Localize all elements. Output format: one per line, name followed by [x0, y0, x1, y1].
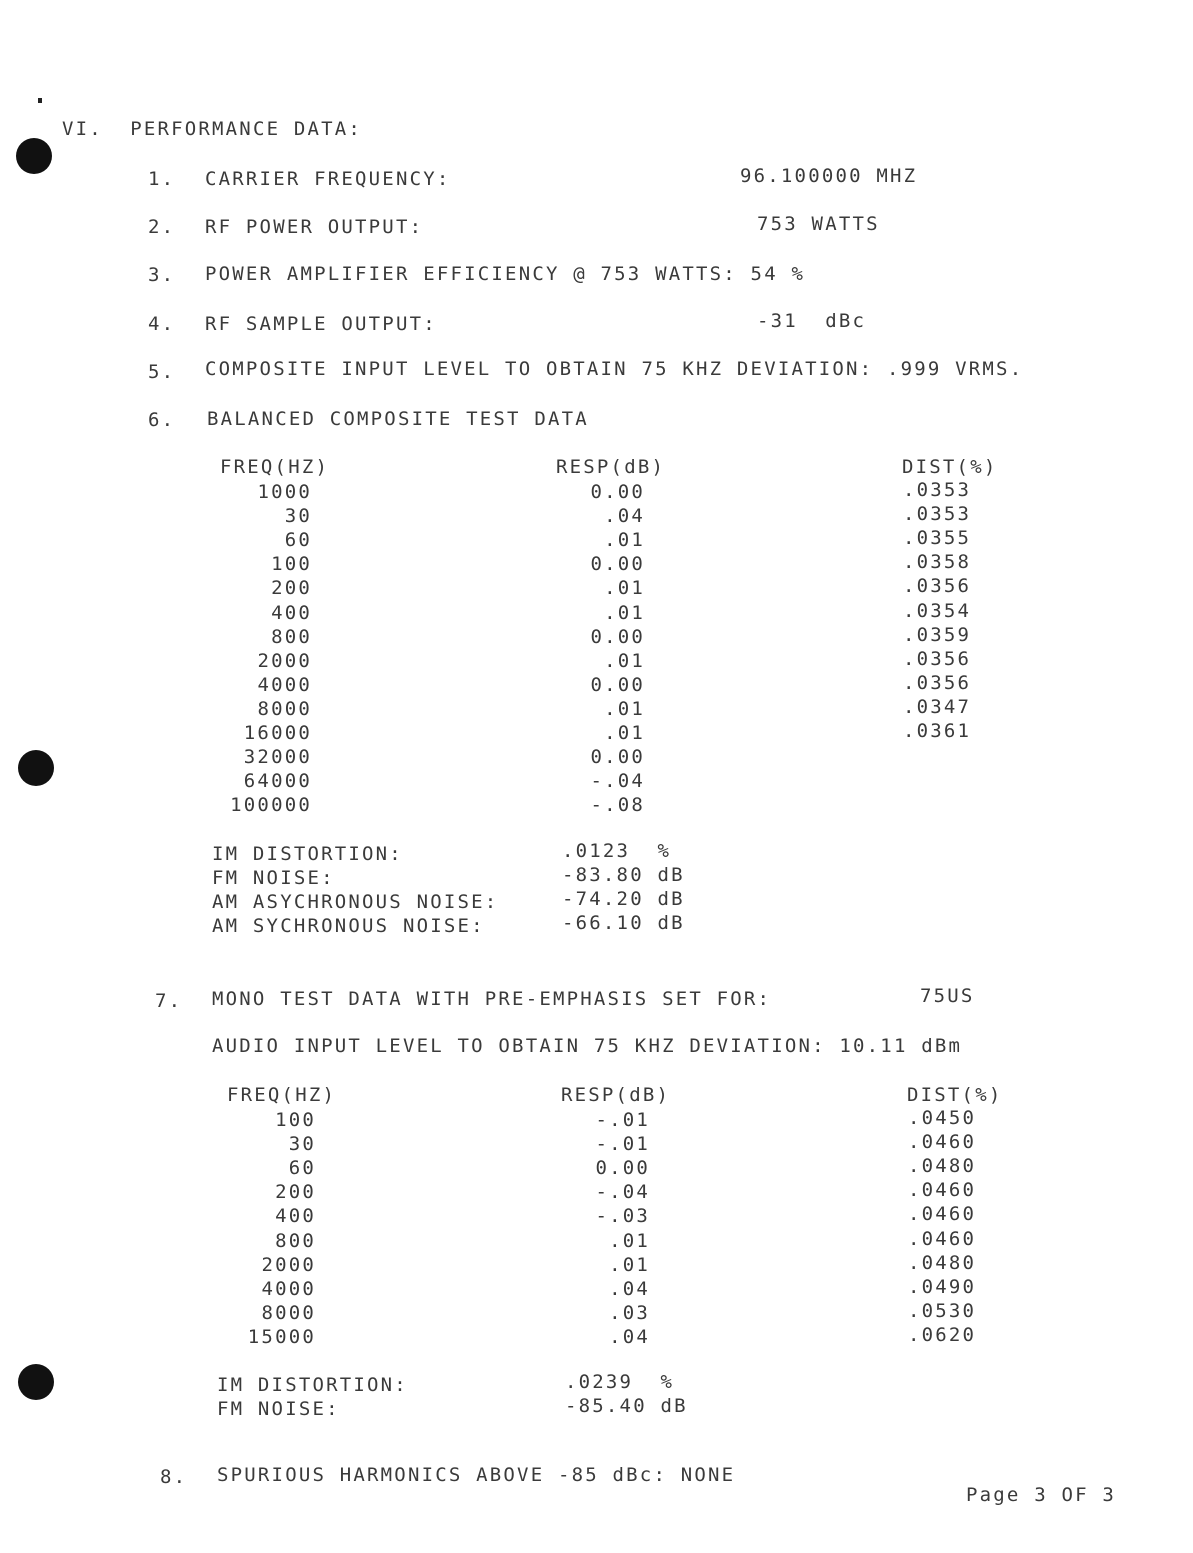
table-cell-resp: .01	[604, 649, 645, 672]
table-cell-dist: .0358	[903, 551, 972, 574]
summary-value: -66.10 dB	[562, 912, 685, 934]
table-cell-freq: 4000	[257, 673, 312, 696]
item-number-1: 1.	[148, 168, 176, 190]
table-cell-freq: 400	[275, 1205, 316, 1228]
table-cell-resp: 0.00	[590, 553, 645, 576]
table-cell-freq: 8000	[261, 1301, 316, 1324]
table-cell-dist: .0480	[908, 1155, 977, 1178]
table-cell-freq: 30	[284, 505, 312, 528]
summary-label: FM NOISE:	[217, 1398, 340, 1420]
rf-power-value: 753 WATTS	[757, 213, 880, 235]
table-cell-resp: -.04	[590, 770, 645, 793]
table-cell-resp: .01	[604, 697, 645, 720]
punch-hole-top	[16, 138, 52, 174]
table-cell-freq: 2000	[261, 1253, 316, 1276]
table-cell-dist: .0620	[908, 1323, 977, 1346]
page-number: Page 3 OF 3	[966, 1484, 1117, 1506]
table-header-freq: FREQ(HZ)	[227, 1084, 337, 1106]
rf-sample-value: -31 dBc	[757, 310, 867, 332]
table-cell-resp: -.01	[595, 1109, 650, 1131]
mono-test-heading: MONO TEST DATA WITH PRE-EMPHASIS SET FOR:	[212, 988, 772, 1010]
table-header-freq: FREQ(HZ)	[220, 456, 330, 478]
table-cell-dist: .0353	[903, 479, 972, 501]
table-cell-freq: 1000	[257, 481, 312, 503]
table-cell-resp: .01	[609, 1253, 650, 1276]
table-cell-freq: 100000	[230, 794, 312, 817]
table-cell-freq: 4000	[261, 1277, 316, 1300]
summary-label: IM DISTORTION:	[212, 843, 403, 865]
item-number-3: 3.	[148, 264, 176, 286]
table-cell-dist: .0359	[903, 623, 972, 646]
table-cell-freq: 32000	[243, 746, 312, 769]
table-header-resp: RESP(dB)	[561, 1084, 671, 1106]
table-cell-freq: 100	[271, 553, 312, 576]
table-cell-freq: 100	[275, 1109, 316, 1131]
punch-hole-bottom	[18, 1364, 54, 1400]
summary-label: FM NOISE:	[212, 867, 335, 889]
table-cell-resp: 0.00	[590, 481, 645, 503]
item-number-8: 8.	[160, 1466, 188, 1488]
balanced-test-heading: BALANCED COMPOSITE TEST DATA	[207, 408, 589, 430]
table-cell-dist: .0347	[903, 695, 972, 718]
table-cell-resp: -.03	[595, 1205, 650, 1228]
table-cell-dist: .0460	[908, 1203, 977, 1226]
summary-label: AM SYCHRONOUS NOISE:	[212, 915, 485, 937]
table-cell-resp: .04	[604, 505, 645, 528]
table-header-dist: DIST(%)	[907, 1084, 1003, 1106]
item-number-6: 6.	[148, 409, 176, 431]
table-cell-freq: 60	[288, 1157, 316, 1180]
carrier-frequency-value: 96.100000 MHZ	[740, 165, 918, 187]
summary-value: .0123 %	[562, 840, 672, 862]
table-cell-dist: .0460	[908, 1131, 977, 1154]
summary-value: -85.40 dB	[565, 1395, 688, 1417]
audio-input-text: AUDIO INPUT LEVEL TO OBTAIN 75 KHZ DEVIATION: 10.11 dBm	[212, 1035, 963, 1057]
punch-hole-middle	[18, 750, 54, 786]
table-cell-freq: 200	[275, 1181, 316, 1204]
table-cell-freq: 800	[271, 625, 312, 648]
table-cell-freq: 800	[275, 1229, 316, 1252]
table-cell-resp: .01	[604, 577, 645, 600]
table-cell-resp: -.08	[590, 794, 645, 817]
table-cell-freq: 15000	[247, 1325, 316, 1348]
table-cell-resp: .01	[604, 601, 645, 624]
table-cell-dist: .0490	[908, 1275, 977, 1298]
table-cell-resp: -.01	[595, 1133, 650, 1156]
summary-value: -83.80 dB	[562, 864, 685, 886]
rf-sample-label: RF SAMPLE OUTPUT:	[205, 313, 437, 335]
item-number-5: 5.	[148, 361, 176, 383]
table-cell-resp: 0.00	[590, 673, 645, 696]
table-cell-freq: 400	[271, 601, 312, 624]
rf-power-label: RF POWER OUTPUT:	[205, 216, 424, 238]
table-cell-dist: .0356	[903, 671, 972, 694]
table-cell-freq: 200	[271, 577, 312, 600]
table-cell-resp: -.04	[595, 1181, 650, 1204]
table-cell-dist: .0450	[908, 1107, 977, 1129]
composite-input-text: COMPOSITE INPUT LEVEL TO OBTAIN 75 KHZ DEVIATION: .999 VRMS.	[205, 358, 1024, 380]
table-cell-resp: .01	[604, 529, 645, 552]
item-number-2: 2.	[148, 216, 176, 238]
table-cell-dist: .0460	[908, 1227, 977, 1250]
table-cell-freq: 8000	[257, 697, 312, 720]
table-cell-dist: .0480	[908, 1251, 977, 1274]
summary-value: .0239 %	[565, 1371, 675, 1393]
scan-mark	[38, 98, 42, 103]
summary-label: AM ASYCHRONOUS NOISE:	[212, 891, 499, 913]
carrier-frequency-label: CARRIER FREQUENCY:	[205, 168, 451, 190]
table-cell-freq: 2000	[257, 649, 312, 672]
table-cell-resp: 0.00	[590, 625, 645, 648]
section-title: VI. PERFORMANCE DATA:	[62, 118, 363, 140]
table-cell-dist: .0355	[903, 527, 972, 550]
pa-efficiency-text: POWER AMPLIFIER EFFICIENCY @ 753 WATTS: 54 %	[205, 263, 806, 285]
table-cell-resp: 0.00	[595, 1157, 650, 1180]
table-cell-dist: .0530	[908, 1299, 977, 1322]
summary-value: -74.20 dB	[562, 888, 685, 910]
item-number-7: 7.	[155, 990, 183, 1012]
table-cell-dist: .0356	[903, 575, 972, 598]
pre-emphasis-value: 75US	[920, 985, 975, 1007]
table-cell-dist: .0356	[903, 647, 972, 670]
table-cell-resp: 0.00	[590, 746, 645, 769]
table-cell-resp: .04	[609, 1277, 650, 1300]
item-number-4: 4.	[148, 313, 176, 335]
table-cell-dist: .0460	[908, 1179, 977, 1202]
spurious-harmonics-text: SPURIOUS HARMONICS ABOVE -85 dBc: NONE	[217, 1464, 736, 1486]
summary-label: IM DISTORTION:	[217, 1374, 408, 1396]
table-cell-freq: 60	[284, 529, 312, 552]
table-header-dist: DIST(%)	[902, 456, 998, 478]
table-cell-dist: .0353	[903, 503, 972, 526]
table-cell-resp: .03	[609, 1301, 650, 1324]
table-cell-resp: .01	[609, 1229, 650, 1252]
table-header-resp: RESP(dB)	[556, 456, 666, 478]
table-cell-dist: .0354	[903, 599, 972, 622]
table-cell-resp: .04	[609, 1325, 650, 1348]
table-cell-resp: .01	[604, 722, 645, 744]
table-cell-freq: 30	[288, 1133, 316, 1156]
table-cell-freq: 16000	[243, 722, 312, 744]
table-cell-freq: 64000	[243, 770, 312, 793]
table-cell-dist: .0361	[903, 720, 972, 742]
